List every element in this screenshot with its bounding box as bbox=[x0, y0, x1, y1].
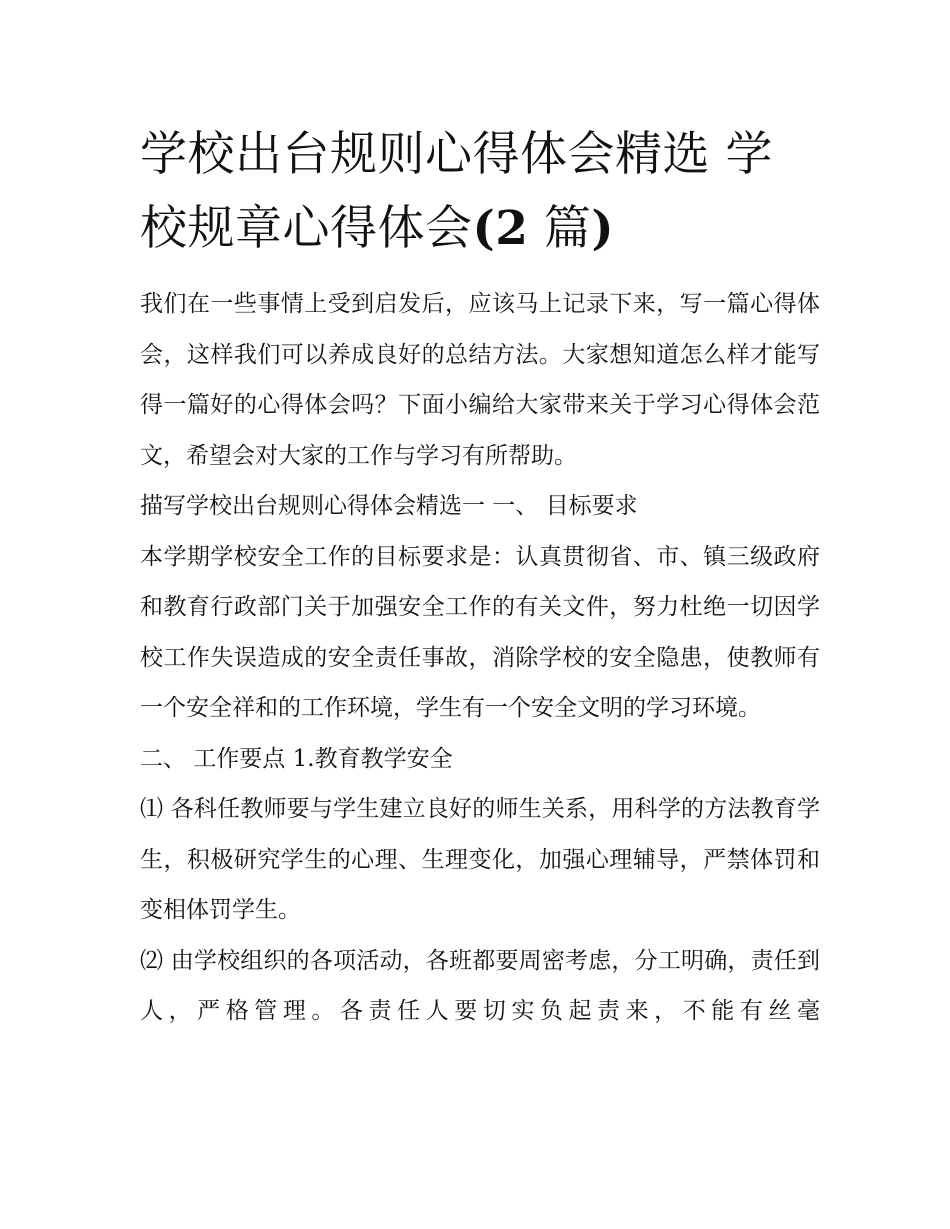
intro-paragraph: 我们在一些事情上受到启发后，应该马上记录下来，写一篇心得体会，这样我们可以养成良好的总结方法。大家想知道怎么样才能写得一篇好的心得体会吗？下面小编给大家带来关于学习心得体会范文，希望会对大家的工作与学习有所帮助。 bbox=[140, 291, 820, 469]
title-paren-count: (2 bbox=[472, 201, 529, 256]
work-point-1-paragraph: ⑴ 各科任教师要与学生建立良好的师生关系，用科学的方法教育学生，积极研究学生的心理、生理变化，加强心理辅导，严禁体罚和变相体罚学生。 bbox=[140, 796, 820, 923]
work-point-2-paragraph: ⑵ 由学校组织的各项活动，各班都要周密考虑，分工明确，责任到人，严格管理。各责任人要切实负起责来，不能有丝毫 bbox=[140, 947, 820, 1024]
document-body bbox=[140, 279, 820, 1037]
title-count-unit: 篇 bbox=[528, 201, 592, 256]
section-heading-goals: 描写学校出台规则心得体会精选一 一、 目标要求 bbox=[140, 493, 638, 519]
document-content bbox=[140, 118, 820, 1037]
title-close-paren: ) bbox=[591, 201, 615, 256]
title-line-2: 校规章心得体会 bbox=[140, 201, 473, 256]
title-line-1: 学校出台规则心得体会精选 学 bbox=[140, 127, 773, 182]
document-title bbox=[140, 118, 820, 266]
section-heading-work-points: 二、 工作要点 1.教育教学安全 bbox=[140, 745, 453, 772]
goals-paragraph: 本学期学校安全工作的目标要求是：认真贯彻省、市、镇三级政府和教育行政部门关于加强安全工作的有关文件，努力杜绝一切因学校工作失误造成的安全责任事故，消除学校的安全隐患，使教师有一个安全祥和的工作环境，学生有一个安全文明的学习环境。 bbox=[140, 543, 820, 721]
